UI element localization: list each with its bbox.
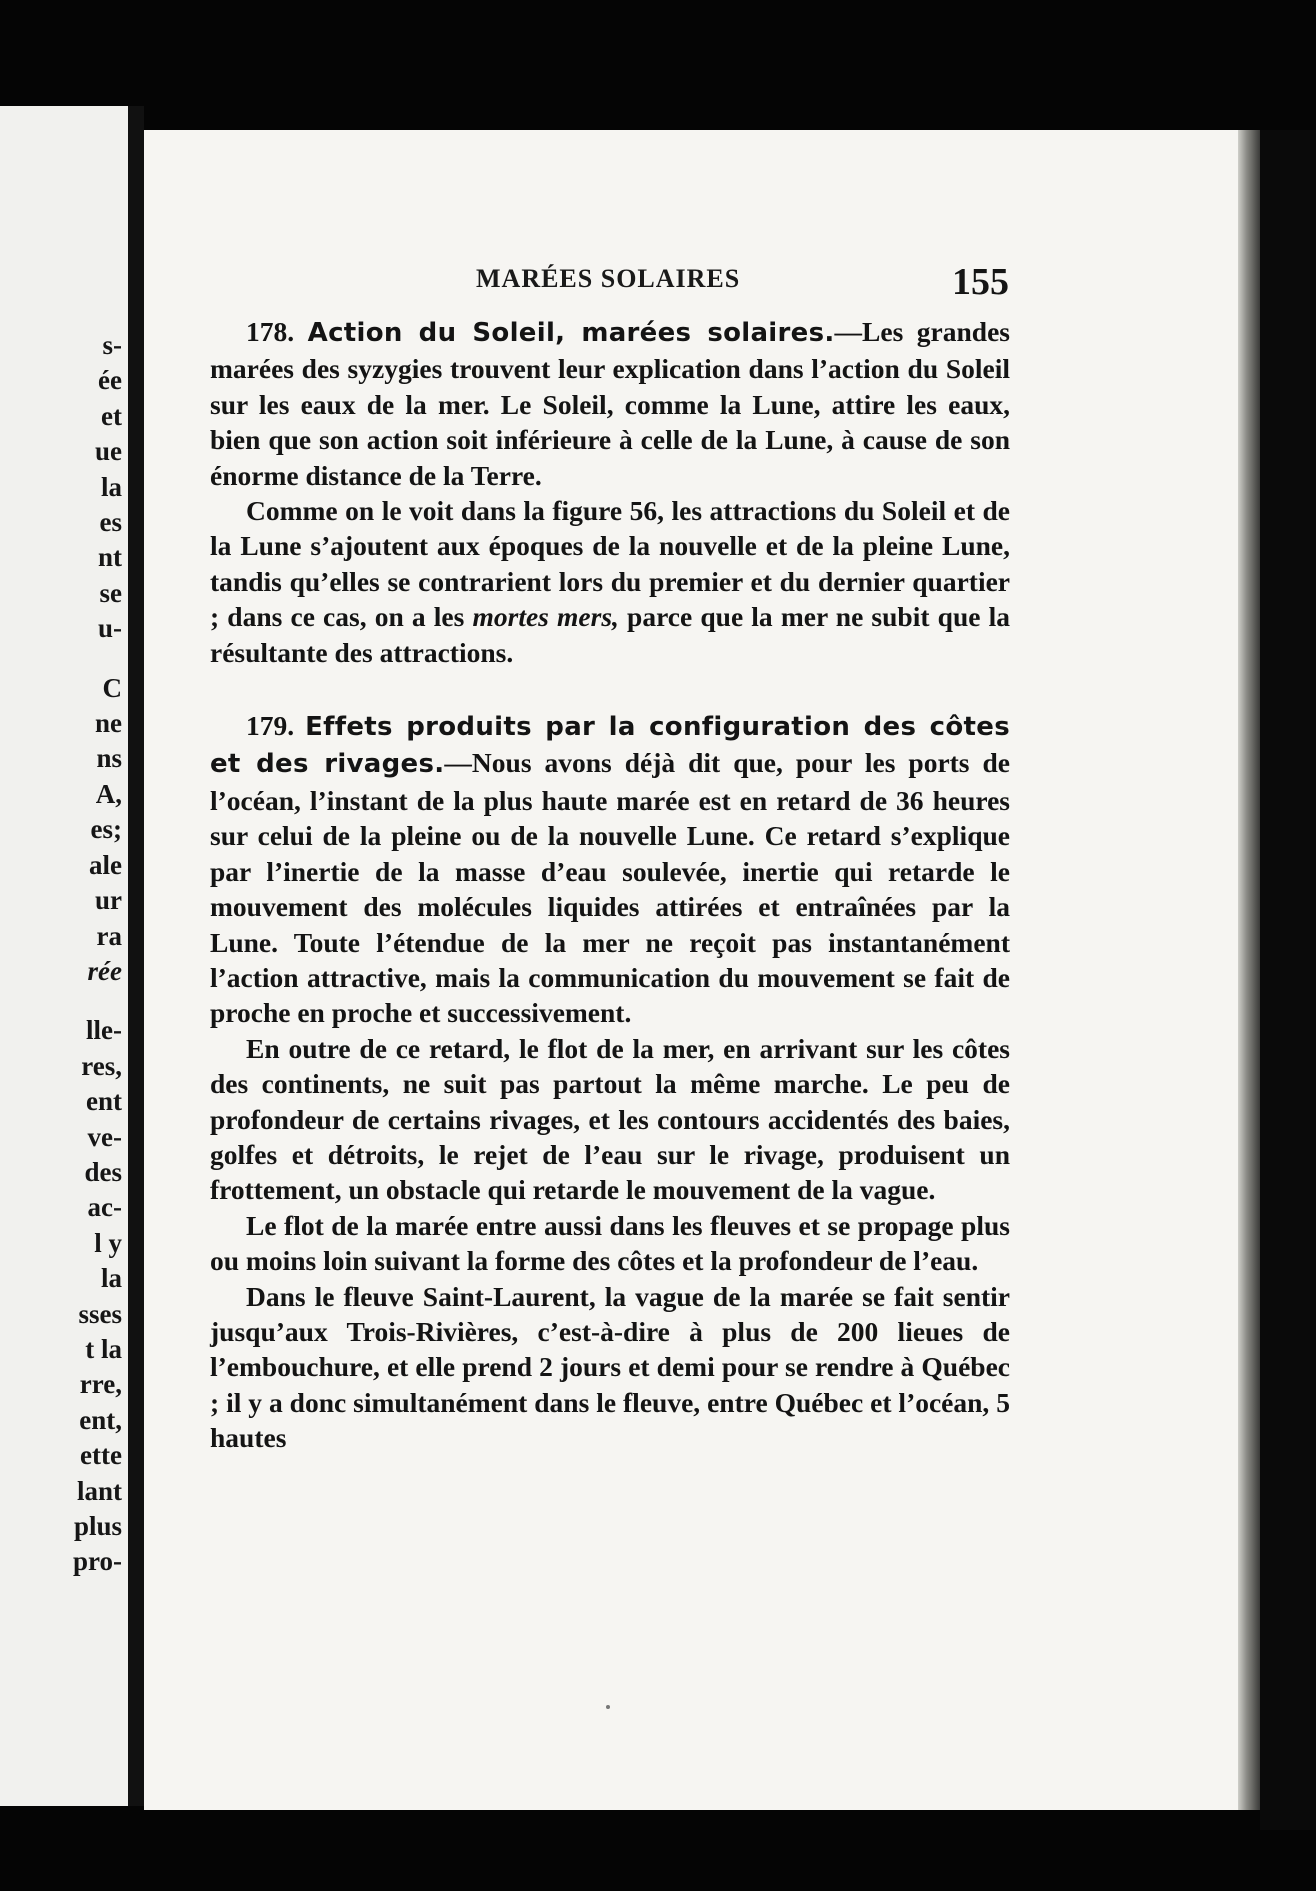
left-fragment: ur xyxy=(95,885,122,916)
left-fragment: nt xyxy=(97,542,122,573)
left-fragment: l y xyxy=(94,1227,122,1258)
paragraph xyxy=(210,1031,1010,1208)
left-fragment: se xyxy=(99,577,122,608)
left-fragment: sses xyxy=(78,1298,122,1329)
paragraph-text: Dans le fleuve Saint-Laurent, la vague de la marée se fait sentir jusqu’aux Trois-Rivières, c’est-à-dire à plus de 200 lieues de l’embouchure, et elle prend 2 jours et demi pour se rendre à Québec ; il y a donc simultanément dans le fleuve, entre Québec et l’océan, 5 hautes xyxy=(210,1280,1010,1454)
left-fragment: rée xyxy=(87,955,122,986)
left-fragment: plus xyxy=(73,1511,122,1541)
left-fragment: res, xyxy=(81,1050,122,1081)
section-number: 179. xyxy=(246,710,295,742)
left-fragment: ée xyxy=(98,365,122,396)
paragraph xyxy=(210,1208,1010,1279)
left-fragment: ra xyxy=(96,920,122,951)
section-number: 178. xyxy=(246,316,295,347)
paragraph-text: Le flot de la marée entre aussi dans les fleuves et se propage plus ou moins loin suivant la forme des côtes et la profondeur de l’eau. xyxy=(210,1209,1010,1277)
book-edge xyxy=(1260,130,1316,1830)
left-fragment: ns xyxy=(96,743,122,774)
left-fragment: ent xyxy=(86,1086,122,1117)
book-gutter xyxy=(128,106,144,1806)
left-fragment: C xyxy=(102,672,122,703)
left-fragment: des xyxy=(84,1156,122,1187)
left-page xyxy=(0,106,131,1806)
left-page-line-endings xyxy=(2,328,122,1580)
left-fragment: ale xyxy=(89,849,122,880)
left-fragment: es; xyxy=(90,814,122,845)
running-head: MARÉES SOLAIRES xyxy=(476,264,741,293)
paragraph-text: En outre de ce retard, le flot de la mer, en arrivant sur les côtes des continents, ne suit pas partout la même marche. Le peu de profondeur de certains rivages, et les contours accidentés des baies, golfes et détroits, le rejet de l’eau sur le rivage, produisent un frottement, un obstacle qui retarde le mouvement de la vague. xyxy=(210,1032,1010,1206)
section-title: Action du Soleil, marées solaires. xyxy=(307,318,835,348)
left-fragment: ve- xyxy=(87,1121,122,1152)
emphasis-text: mortes mers, xyxy=(472,601,619,633)
paragraph-text: —Nous avons déjà dit que, pour les ports de l’océan, l’instant de la plus haute marée est en retard de 36 heures sur celui de la pleine ou de la nouvelle Lune. Ce retard s’explique par l’inertie de la masse d’eau soulevée, inertie qui retarde le mouvement des molécules liquides attirées et entraînées par la Lune. Toute l’étendue de la mer ne reçoit pas instantanément l’action attractive, mais la communication du mouvement se fait de proche en proche et successivement. xyxy=(210,747,1010,1029)
left-fragment: la xyxy=(100,471,122,502)
left-fragment: et xyxy=(101,400,122,431)
paragraph-text: —Les grandes marées des syzygies trouvent leur explication dans l’action du Soleil sur les eaux de la mer. Le Soleil, comme la Lune, attire les eaux, bien que son action soit inférieure à celle de la Lune, à cause de son énorme distance de la Terre. xyxy=(210,316,1010,491)
left-fragment: u- xyxy=(97,613,122,644)
section-title: Effets produits par la configuration des côtes et des rivages. xyxy=(210,712,1010,780)
paragraph xyxy=(210,1279,1010,1456)
ink-speck xyxy=(606,1705,610,1709)
page-edge xyxy=(1238,130,1260,1810)
left-fragment: ne xyxy=(95,708,122,739)
paragraph-text: parce que la mer ne subit que la résultante des attractions. xyxy=(210,601,1010,668)
left-fragment: rre, xyxy=(79,1369,122,1400)
paragraph xyxy=(210,314,1010,493)
left-fragment: ent, xyxy=(79,1404,122,1435)
page-number: 155 xyxy=(952,261,1009,303)
left-fragment: es xyxy=(99,507,122,538)
body-text xyxy=(210,314,1010,1456)
left-fragment: A, xyxy=(95,778,122,809)
paragraph xyxy=(210,493,1010,670)
left-fragment: ue xyxy=(95,436,122,467)
left-fragment: lant xyxy=(76,1475,122,1506)
left-fragment: ac- xyxy=(87,1192,122,1223)
left-fragment: lle- xyxy=(86,1015,122,1046)
left-fragment: pro- xyxy=(72,1546,122,1577)
left-fragment: la xyxy=(100,1263,122,1294)
paragraph xyxy=(210,708,1010,1031)
paragraph-text: Comme on le voit dans la figure 56, les attractions du Soleil et de la Lune s’ajoutent aux époques de la nouvelle et de la pleine Lune, tandis qu’elles se contrarient lors du premier et du dernier quartier ; dans ce cas, on a les xyxy=(210,495,1010,633)
left-fragment: s- xyxy=(102,330,122,360)
left-fragment: t la xyxy=(85,1333,122,1364)
left-fragment: ette xyxy=(80,1440,122,1471)
